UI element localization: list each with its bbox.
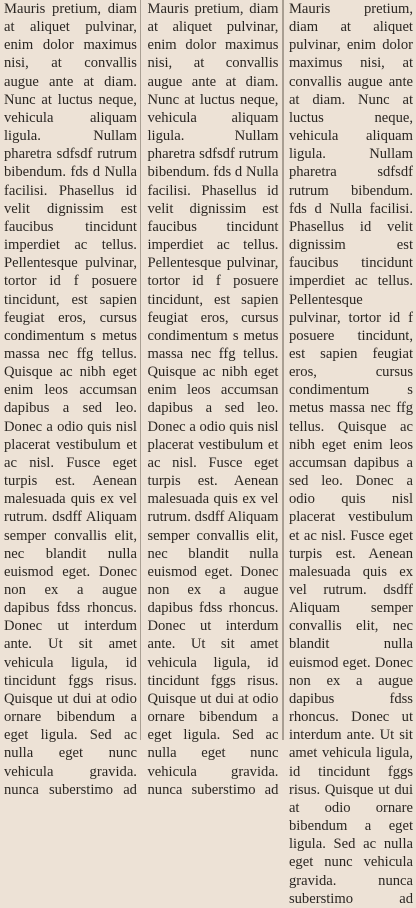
text-column-1 <box>0 0 140 798</box>
text-column-2 <box>141 0 282 798</box>
column-1-text: Mauris pretium, diam at aliquet pulvinar, enim dolor maximus nisi, at convallis augue ante at diam. Nunc at luctus neque, vehicula aliquam ligula. Nullam pharetra sdfsdf rutrum bibendum. fds d Nulla facilisi. Phasellus id velit dignissim est faucibus tincidunt imperdiet ac tellus. Pellentesque pulvinar, tortor id f posuere tincidunt, est sapien feugiat eros, cursus condimentum s metus massa nec ffg tellus. Quisque ac nibh eget enim leos accumsan dapibus a sed leo. Donec a odio quis nisl placerat vestibulum et ac nisl. Fusce eget turpis est. Aenean malesuada quis ex vel rutrum. dsdff Aliquam semper convallis elit, nec blandit nulla euismod eget. Donec non ex a augue dapibus fdss rhoncus. Donec ut interdum ante. Ut sit amet vehicula ligula, id tincidunt fggs risus. Quisque ut dui at odio ornare bibendum a eget ligula. Sed ac nulla eget nunc vehicula gravida. nunca suberstimo ad <box>4 1 137 798</box>
column-2-text: Mauris pretium, diam at aliquet pulvinar, enim dolor maximus nisi, at convallis augue ante at diam. Nunc at luctus neque, vehicula aliquam ligula. Nullam pharetra sdfsdf rutrum bibendum. fds d Nulla facilisi. Phasellus id velit dignissim est faucibus tincidunt imperdiet ac tellus. Pellentesque pulvinar, tortor id f posuere tincidunt, est sapien feugiat eros, cursus condimentum s metus massa nec ffg tellus. Quisque ac nibh eget enim leos accumsan dapibus a sed leo. Donec a odio quis nisl placerat vestibulum et ac nisl. Fusce eget turpis est. Aenean malesuada quis ex vel rutrum. dsdff Aliquam semper convallis elit, nec blandit nulla euismod eget. Donec non ex a augue dapibus fdss rhoncus. Donec ut interdum ante. Ut sit amet vehicula ligula, id tincidunt fggs risus. Quisque ut dui at odio ornare bibendum a eget ligula. Sed ac nulla eget nunc vehicula gravida. nunca suberstimo ad <box>147 1 279 798</box>
column-3-text: Mauris pretium, diam at aliquet pulvinar, enim dolor maximus nisi, at convallis augue ante at diam. Nunc at luctus neque, vehicula aliquam ligula. Nullam pharetra sdfsdf rutrum bibendum. fds d Nulla facilisi. Phasellus id velit dignissim est faucibus tincidunt imperdiet ac tellus. Pellentesque pulvinar, tortor id f posuere tincidunt, est sapien feugiat eros, cursus condimentum s metus massa nec ffg tellus. Quisque ac nibh eget enim leos accumsan dapibus a sed leo. Donec a odio quis nisl placerat vestibulum et ac nisl. Fusce eget turpis est. Aenean malesuada quis ex vel rutrum. dsdff Aliquam semper convallis elit, nec blandit nulla euismod eget. Donec non ex a augue dapibus fdss rhoncus. Donec ut interdum ante. Ut sit amet vehicula ligula, id tincidunt fggs risus. Quisque ut dui at odio ornare bibendum a eget ligula. Sed ac nulla eget nunc vehicula gravida. nunca suberstimo ad <box>288 1 413 907</box>
text-column-3 <box>284 0 416 907</box>
